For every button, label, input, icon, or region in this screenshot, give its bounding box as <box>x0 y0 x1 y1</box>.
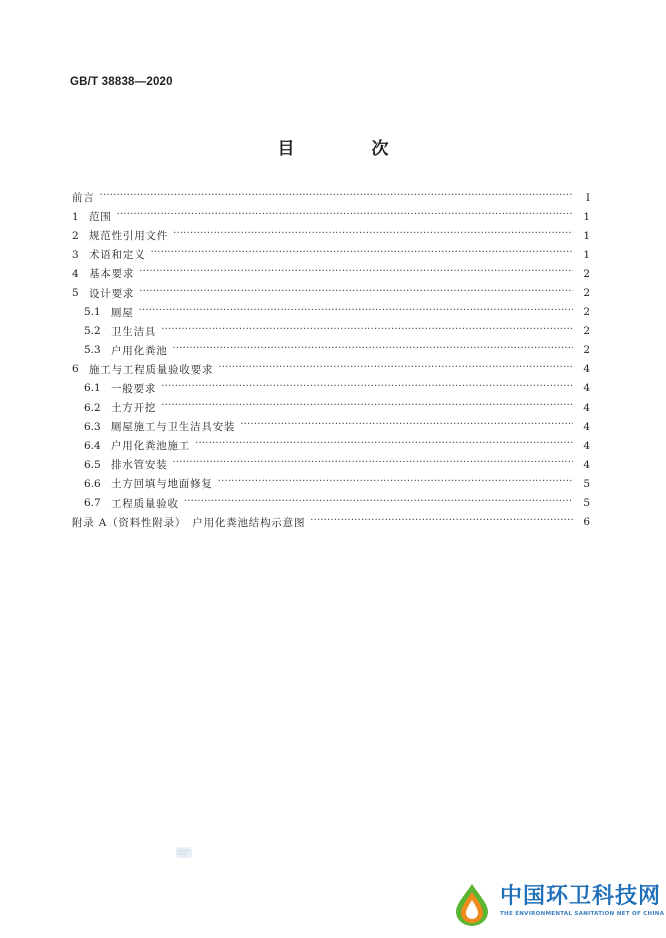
toc-entry-number: 6.3 <box>84 420 101 433</box>
toc-leader-dots <box>173 229 573 242</box>
toc-entry-label: 附录 A（资料性附录） 户用化粪池结构示意图 <box>72 516 306 529</box>
toc-entry[interactable] <box>72 245 590 264</box>
toc-entry-page: 2 <box>583 344 590 357</box>
toc-entry-number: 6.2 <box>84 401 101 414</box>
toc-leader-dots <box>161 325 573 338</box>
toc-entry-label: 土方回填与地面修复 <box>111 478 213 491</box>
toc-leader-dots <box>240 420 573 433</box>
toc-entry-number: 6 <box>72 363 79 376</box>
logo-name-en: THE ENVIRONMENTAL SANITATION NET OF CHINA <box>500 911 665 917</box>
toc-leader-dots <box>139 287 573 300</box>
toc-leader-dots <box>100 191 573 204</box>
toc-entry-label: 排水管安装 <box>111 459 168 472</box>
logo-name-cn: 中国环卫科技网 <box>500 884 662 909</box>
toc-entry-number: 4 <box>72 267 79 280</box>
toc-entry[interactable] <box>72 474 590 493</box>
toc-entry-number: 6.7 <box>84 497 101 510</box>
toc-leader-dots <box>151 248 574 261</box>
toc-entry-label: 厕屋 <box>111 306 134 319</box>
toc-entry-page: 4 <box>583 363 590 376</box>
toc-entry-label: 土方开挖 <box>111 402 157 415</box>
standard-number: GB/T 38838—2020 <box>70 76 173 88</box>
toc-entry-number: 6.1 <box>84 382 101 395</box>
toc-entry-number: 6.6 <box>84 477 101 490</box>
toc-entry-label: 设计要求 <box>89 287 135 300</box>
droplet-logo-icon <box>452 882 492 926</box>
toc-entry-label: 一般要求 <box>111 382 157 395</box>
toc-entry-page: 5 <box>583 497 590 510</box>
toc-entry[interactable] <box>72 398 590 417</box>
toc-entry-label: 户用化粪池施工 <box>111 440 191 453</box>
toc-leader-dots <box>173 458 574 471</box>
toc-entry-number: 6.4 <box>84 439 101 452</box>
toc-entry-page: 4 <box>583 439 590 452</box>
toc-leader-dots <box>195 439 573 452</box>
toc-leader-dots <box>310 516 573 529</box>
toc-entry[interactable] <box>72 283 590 302</box>
toc-entry-number: 6.5 <box>84 458 101 471</box>
toc-entry[interactable] <box>72 436 590 455</box>
toc-leader-dots <box>218 477 573 490</box>
toc-entry-label: 厕屋施工与卫生洁具安装 <box>111 421 236 434</box>
toc-entry-number: 1 <box>72 210 79 223</box>
watermark-mark-icon <box>175 844 193 862</box>
toc-entry-number: 5.2 <box>84 325 101 338</box>
toc-entry[interactable] <box>72 494 590 513</box>
toc-leader-dots <box>173 344 574 357</box>
toc-entry-page: 4 <box>583 401 590 414</box>
toc-entry-page: 4 <box>583 458 590 471</box>
toc-leader-dots <box>184 497 573 510</box>
toc-entry-page: 1 <box>583 210 590 223</box>
toc-entry-page: 2 <box>583 287 590 300</box>
toc-entry-label: 户用化粪池 <box>111 344 168 357</box>
toc-leader-dots <box>139 267 573 280</box>
toc-entry-number: 5.1 <box>84 306 101 319</box>
table-of-contents <box>72 188 590 532</box>
toc-entry-label: 术语和定义 <box>89 249 146 262</box>
toc-entry[interactable] <box>72 417 590 436</box>
toc-entry-number: 5.3 <box>84 344 101 357</box>
toc-entry-page: Ⅰ <box>585 191 590 204</box>
toc-leader-dots <box>218 363 573 376</box>
toc-entry-page: 2 <box>583 306 590 319</box>
toc-leader-dots <box>161 401 573 414</box>
toc-entry-label: 规范性引用文件 <box>89 230 169 243</box>
toc-entry[interactable] <box>72 322 590 341</box>
toc-entry-page: 1 <box>583 248 590 261</box>
toc-entry-page: 4 <box>583 420 590 433</box>
toc-entry[interactable] <box>72 513 590 532</box>
toc-entry-number: 2 <box>72 229 79 242</box>
toc-entry-number: 5 <box>72 287 79 300</box>
toc-entry-page: 6 <box>583 516 590 529</box>
toc-entry[interactable] <box>72 455 590 474</box>
toc-entry[interactable] <box>72 341 590 360</box>
toc-entry-label: 基本要求 <box>89 268 135 281</box>
toc-entry[interactable] <box>72 264 590 283</box>
toc-entry[interactable] <box>72 360 590 379</box>
toc-entry-page: 5 <box>583 477 590 490</box>
toc-entry[interactable] <box>72 303 590 322</box>
toc-entry[interactable] <box>72 379 590 398</box>
toc-entry-page: 2 <box>583 325 590 338</box>
toc-entry-number: 3 <box>72 248 79 261</box>
toc-entry[interactable] <box>72 207 590 226</box>
toc-leader-dots <box>161 382 573 395</box>
toc-entry-page: 2 <box>583 267 590 280</box>
toc-entry-label: 工程质量验收 <box>111 497 179 510</box>
toc-entry-label: 卫生洁具 <box>111 325 157 338</box>
toc-entry-label: 施工与工程质量验收要求 <box>89 363 214 376</box>
toc-entry[interactable] <box>72 188 590 207</box>
toc-leader-dots <box>139 306 573 319</box>
toc-leader-dots <box>117 210 573 223</box>
toc-entry-label: 范围 <box>89 211 112 224</box>
toc-entry-page: 4 <box>583 382 590 395</box>
page-title: 目 次 <box>277 139 419 159</box>
watermark-logo <box>452 882 664 926</box>
toc-entry[interactable] <box>72 226 590 245</box>
toc-entry-label: 前言 <box>72 192 95 205</box>
toc-entry-page: 1 <box>583 229 590 242</box>
